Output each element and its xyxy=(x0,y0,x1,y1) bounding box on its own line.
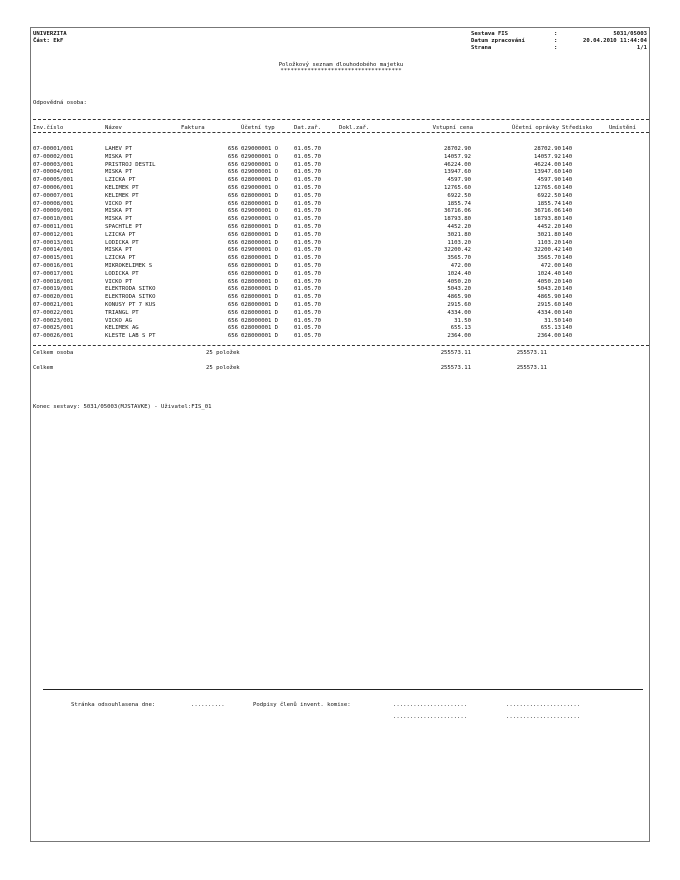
total-depreciation: 255573.11 xyxy=(516,365,547,371)
cell-account-type: 029000001 O xyxy=(241,153,279,160)
cell-name: LZICKA PT xyxy=(105,255,136,262)
cell-depreciation: 2915.60 xyxy=(537,302,561,308)
table-row xyxy=(31,201,651,207)
cell-name: LODICKA PT xyxy=(105,239,139,246)
cell-inv-number: 07-00002/001 xyxy=(33,153,74,160)
cell-name: VICKO PT xyxy=(105,278,132,285)
cell-date: 01.05.70 xyxy=(294,247,321,254)
cell-price: 3565.70 xyxy=(447,255,471,262)
cell-price: 14057.92 xyxy=(444,153,471,160)
cell-inv-number: 07-00011/001 xyxy=(33,224,74,230)
cell-date: 01.05.70 xyxy=(294,294,321,301)
cell-invoice: 656 xyxy=(227,153,238,160)
cell-price: 4334.00 xyxy=(447,309,471,316)
table-row xyxy=(31,169,651,175)
cell-price: 12765.60 xyxy=(444,185,471,191)
cell-name: LAHEV PT xyxy=(105,146,132,152)
total-depreciation: 255573.11 xyxy=(516,350,547,356)
cell-invoice: 656 xyxy=(227,309,238,316)
cell-name: KELIMEK AG xyxy=(105,325,139,332)
signature-line-1: ...................... xyxy=(393,702,468,708)
cell-invoice: 656 xyxy=(227,270,238,277)
cell-center: 140 xyxy=(562,231,573,238)
cell-account-type: 029000001 O xyxy=(241,247,279,254)
report-page xyxy=(30,27,650,842)
cell-date: 01.05.70 xyxy=(294,185,321,191)
cell-price: 13947.60 xyxy=(444,169,471,176)
cell-price: 6922.50 xyxy=(447,192,471,199)
signature-line-3: ...................... xyxy=(393,714,468,720)
cell-date: 01.05.70 xyxy=(294,255,321,262)
cell-center: 140 xyxy=(562,255,573,262)
cell-account-type: 028000001 D xyxy=(241,231,279,238)
table-row xyxy=(31,185,651,191)
cell-invoice: 656 xyxy=(227,177,238,184)
cell-invoice: 656 xyxy=(227,278,238,285)
cell-price: 18793.80 xyxy=(444,216,471,223)
cell-name: MISKA PT xyxy=(105,216,132,223)
cell-inv-number: 07-00025/001 xyxy=(33,325,74,332)
total-label: Celkem osoba xyxy=(33,350,74,356)
cell-price: 5043.20 xyxy=(447,286,471,293)
cell-price: 31.50 xyxy=(454,317,471,324)
cell-invoice: 656 xyxy=(227,255,238,262)
cell-price: 28702.90 xyxy=(444,146,471,152)
total-price: 255573.11 xyxy=(440,350,471,356)
cell-date: 01.05.70 xyxy=(294,239,321,246)
cell-account-type: 028000001 D xyxy=(241,177,279,184)
column-header: Středisko xyxy=(562,125,593,131)
report-end-line: Konec sestavy: 5031/05003(MJSTAVKE) - Uživatel:FIS_01 xyxy=(33,404,212,410)
cell-inv-number: 07-00006/001 xyxy=(33,185,74,191)
cell-inv-number: 07-00017/001 xyxy=(33,270,74,277)
cell-depreciation: 3021.80 xyxy=(537,231,561,238)
signature-divider xyxy=(43,689,643,690)
cell-depreciation: 5043.20 xyxy=(537,286,561,293)
report-title-underline: ************************************ xyxy=(280,68,402,74)
cell-center: 140 xyxy=(562,302,573,308)
meta-label: Strana xyxy=(471,45,492,51)
cell-center: 140 xyxy=(562,224,573,230)
cell-depreciation: 46224.00 xyxy=(534,161,561,168)
table-row xyxy=(31,325,651,331)
meta-separator: : xyxy=(554,31,558,37)
meta-separator: : xyxy=(554,38,558,44)
cell-depreciation: 1024.40 xyxy=(537,270,561,277)
cell-invoice: 656 xyxy=(227,192,238,199)
cell-account-type: 029000001 O xyxy=(241,208,279,215)
table-row xyxy=(31,224,651,230)
cell-depreciation: 4865.90 xyxy=(537,294,561,301)
cell-center: 140 xyxy=(562,317,573,324)
cell-date: 01.05.70 xyxy=(294,177,321,184)
cell-account-type: 028000001 D xyxy=(241,317,279,324)
cell-center: 140 xyxy=(562,270,573,277)
cell-name: KLESTE LAB S PT xyxy=(105,333,156,340)
cell-price: 4597.90 xyxy=(447,177,471,184)
cell-date: 01.05.70 xyxy=(294,216,321,223)
cell-depreciation: 12765.60 xyxy=(534,185,561,191)
cell-center: 140 xyxy=(562,333,573,340)
cell-depreciation: 4597.90 xyxy=(537,177,561,184)
cell-name: KONUSY PT 7 KUS xyxy=(105,302,156,308)
cell-invoice: 656 xyxy=(227,239,238,246)
cell-name: MISKA PT xyxy=(105,247,132,254)
cell-date: 01.05.70 xyxy=(294,325,321,332)
cell-date: 01.05.70 xyxy=(294,263,321,269)
cell-account-type: 029000001 O xyxy=(241,216,279,223)
cell-invoice: 656 xyxy=(227,231,238,238)
cell-account-type: 028000001 D xyxy=(241,302,279,308)
cell-invoice: 656 xyxy=(227,286,238,293)
cell-name: TRIANGL PT xyxy=(105,309,139,316)
cell-name: MISKA PT xyxy=(105,208,132,215)
cell-depreciation: 1855.74 xyxy=(537,200,561,207)
totals-rule xyxy=(33,345,649,346)
cell-price: 2364.00 xyxy=(447,333,471,340)
table-row xyxy=(31,154,651,160)
cell-inv-number: 07-00019/001 xyxy=(33,286,74,293)
cell-inv-number: 07-00020/001 xyxy=(33,294,74,301)
cell-center: 140 xyxy=(562,200,573,207)
cell-name: MISKA PT xyxy=(105,169,132,176)
cell-depreciation: 4050.20 xyxy=(537,278,561,285)
cell-center: 140 xyxy=(562,185,573,191)
column-header: Dokl.zař. xyxy=(339,125,370,131)
cell-name: MISKA PT xyxy=(105,153,132,160)
cell-invoice: 656 xyxy=(227,216,238,223)
cell-center: 140 xyxy=(562,177,573,184)
cell-inv-number: 07-00015/001 xyxy=(33,255,74,262)
cell-inv-number: 07-00003/001 xyxy=(33,161,74,168)
cell-price: 4865.90 xyxy=(447,294,471,301)
column-header: Inv.číslo xyxy=(33,125,64,131)
table-row xyxy=(31,177,651,183)
cell-depreciation: 2364.00 xyxy=(537,333,561,340)
cell-account-type: 028000001 D xyxy=(241,270,279,277)
cell-name: LODICKA PT xyxy=(105,270,139,277)
cell-depreciation: 655.13 xyxy=(540,325,561,332)
meta-value: 20.04.2010 11:44:04 xyxy=(583,38,647,44)
cell-account-type: 028000001 D xyxy=(241,309,279,316)
cell-date: 01.05.70 xyxy=(294,231,321,238)
cell-center: 140 xyxy=(562,286,573,293)
table-row xyxy=(31,286,651,292)
cell-name: KELIMEK PT xyxy=(105,192,139,199)
column-header: Umístění xyxy=(609,125,636,131)
cell-invoice: 656 xyxy=(227,333,238,340)
table-row xyxy=(31,208,651,214)
cell-invoice: 656 xyxy=(227,200,238,207)
cell-price: 2915.60 xyxy=(447,302,471,308)
cell-date: 01.05.70 xyxy=(294,146,321,152)
cell-center: 140 xyxy=(562,192,573,199)
page-agreed-label: Stránka odsouhlasena dne: xyxy=(71,702,156,708)
meta-label: Datum zpracování xyxy=(471,38,525,44)
commission-signatures-label: Podpisy členů invent. komise: xyxy=(253,702,351,708)
cell-account-type: 028000001 D xyxy=(241,286,279,293)
cell-name: ELEKTRODA SITKO xyxy=(105,294,156,301)
cell-invoice: 656 xyxy=(227,317,238,324)
cell-account-type: 028000001 D xyxy=(241,294,279,301)
cell-inv-number: 07-00021/001 xyxy=(33,302,74,308)
cell-depreciation: 6922.50 xyxy=(537,192,561,199)
cell-center: 140 xyxy=(562,294,573,301)
cell-depreciation: 32200.42 xyxy=(534,247,561,254)
cell-depreciation: 31.50 xyxy=(544,317,561,324)
org-unit: Část: EkF xyxy=(33,38,64,44)
signature-line-4: ...................... xyxy=(506,714,581,720)
cell-depreciation: 18793.80 xyxy=(534,216,561,223)
cell-date: 01.05.70 xyxy=(294,270,321,277)
cell-invoice: 656 xyxy=(227,161,238,168)
table-row xyxy=(31,162,651,168)
cell-depreciation: 13947.60 xyxy=(534,169,561,176)
column-header: Dat.zař. xyxy=(294,125,321,131)
total-count: 25 položek xyxy=(206,350,240,356)
column-header: Účetní oprávky xyxy=(511,125,559,131)
cell-price: 1024.40 xyxy=(447,270,471,277)
cell-depreciation: 4452.20 xyxy=(537,224,561,230)
table-row xyxy=(31,271,651,277)
cell-account-type: 028000001 D xyxy=(241,200,279,207)
cell-inv-number: 07-00023/001 xyxy=(33,317,74,324)
cell-inv-number: 07-00014/001 xyxy=(33,247,74,254)
table-row xyxy=(31,216,651,222)
responsible-person-label: Odpovědná osoba: xyxy=(33,100,87,106)
cell-center: 140 xyxy=(562,146,573,152)
table-row xyxy=(31,333,651,339)
cell-name: LZICKA PT xyxy=(105,177,136,184)
cell-account-type: 028000001 D xyxy=(241,333,279,340)
cell-invoice: 656 xyxy=(227,247,238,254)
cell-invoice: 656 xyxy=(227,224,238,230)
meta-separator: : xyxy=(554,45,558,51)
cell-name: MIKROKELIMEK S xyxy=(105,263,153,269)
table-row xyxy=(31,193,651,199)
cell-date: 01.05.70 xyxy=(294,200,321,207)
cell-date: 01.05.70 xyxy=(294,317,321,324)
cell-price: 1103.20 xyxy=(447,239,471,246)
signature-line-2: ...................... xyxy=(506,702,581,708)
table-row xyxy=(31,279,651,285)
meta-label: Sestava FIS xyxy=(471,31,509,37)
cell-center: 140 xyxy=(562,239,573,246)
cell-center: 140 xyxy=(562,153,573,160)
cell-inv-number: 07-00005/001 xyxy=(33,177,74,184)
meta-value: 1/1 xyxy=(636,45,647,51)
table-row xyxy=(31,247,651,253)
cell-date: 01.05.70 xyxy=(294,192,321,199)
cell-invoice: 656 xyxy=(227,185,238,191)
cell-center: 140 xyxy=(562,263,573,269)
cell-center: 140 xyxy=(562,208,573,215)
cell-name: KELIMEK PT xyxy=(105,185,139,191)
cell-inv-number: 07-00004/001 xyxy=(33,169,74,176)
cell-depreciation: 1103.20 xyxy=(537,239,561,246)
cell-account-type: 028000001 D xyxy=(241,224,279,230)
cell-inv-number: 07-00022/001 xyxy=(33,309,74,316)
cell-price: 36716.06 xyxy=(444,208,471,215)
table-row xyxy=(31,294,651,300)
cell-invoice: 656 xyxy=(227,302,238,308)
cell-name: ELEKTRODA SITKO xyxy=(105,286,156,293)
cell-invoice: 656 xyxy=(227,294,238,301)
org-name: UNIVERZITA xyxy=(33,31,67,37)
table-row xyxy=(31,232,651,238)
cell-depreciation: 14057.92 xyxy=(534,153,561,160)
cell-date: 01.05.70 xyxy=(294,169,321,176)
cell-date: 01.05.70 xyxy=(294,208,321,215)
cell-date: 01.05.70 xyxy=(294,161,321,168)
cell-date: 01.05.70 xyxy=(294,153,321,160)
cell-invoice: 656 xyxy=(227,263,238,269)
column-header: Faktura xyxy=(181,125,205,131)
cell-inv-number: 07-00010/001 xyxy=(33,216,74,223)
table-row xyxy=(31,146,651,152)
cell-center: 140 xyxy=(562,278,573,285)
cell-price: 1855.74 xyxy=(447,200,471,207)
table-row xyxy=(31,255,651,261)
table-row xyxy=(31,263,651,269)
cell-date: 01.05.70 xyxy=(294,309,321,316)
cell-account-type: 029000001 O xyxy=(241,169,279,176)
table-row xyxy=(31,240,651,246)
cell-account-type: 028000001 D xyxy=(241,325,279,332)
header-rule-top xyxy=(33,119,649,120)
cell-name: VICKO PT xyxy=(105,200,132,207)
cell-center: 140 xyxy=(562,216,573,223)
cell-price: 3021.80 xyxy=(447,231,471,238)
cell-price: 4050.20 xyxy=(447,278,471,285)
total-label: Celkem xyxy=(33,365,54,371)
cell-center: 140 xyxy=(562,169,573,176)
column-header: Název xyxy=(105,125,122,131)
cell-account-type: 029000001 O xyxy=(241,146,279,152)
page-agreed-dots: .......... xyxy=(191,702,225,708)
cell-price: 46224.00 xyxy=(444,161,471,168)
column-header: Vstupní cena xyxy=(432,125,473,131)
cell-depreciation: 3565.70 xyxy=(537,255,561,262)
table-row xyxy=(31,310,651,316)
cell-account-type: 028000001 D xyxy=(241,263,279,269)
cell-account-type: 029000001 O xyxy=(241,185,279,191)
column-header: Účetní typ xyxy=(241,125,275,131)
cell-account-type: 028000001 D xyxy=(241,255,279,262)
cell-name: LZICKA PT xyxy=(105,231,136,238)
cell-date: 01.05.70 xyxy=(294,333,321,340)
cell-inv-number: 07-00026/001 xyxy=(33,333,74,340)
cell-depreciation: 4334.00 xyxy=(537,309,561,316)
cell-depreciation: 28702.90 xyxy=(534,146,561,152)
cell-inv-number: 07-00013/001 xyxy=(33,239,74,246)
header-rule-bottom xyxy=(33,132,649,133)
total-price: 255573.11 xyxy=(440,365,471,371)
cell-invoice: 656 xyxy=(227,325,238,332)
cell-center: 140 xyxy=(562,247,573,254)
cell-depreciation: 36716.06 xyxy=(534,208,561,215)
cell-price: 655.13 xyxy=(450,325,471,332)
cell-date: 01.05.70 xyxy=(294,286,321,293)
cell-price: 472.00 xyxy=(450,263,471,269)
cell-invoice: 656 xyxy=(227,146,238,152)
cell-invoice: 656 xyxy=(227,208,238,215)
cell-inv-number: 07-00008/001 xyxy=(33,200,74,207)
cell-account-type: 029000001 O xyxy=(241,161,279,168)
cell-date: 01.05.70 xyxy=(294,302,321,308)
cell-inv-number: 07-00018/001 xyxy=(33,278,74,285)
cell-account-type: 028000001 D xyxy=(241,239,279,246)
table-row xyxy=(31,318,651,324)
cell-inv-number: 07-00009/001 xyxy=(33,208,74,215)
cell-center: 140 xyxy=(562,325,573,332)
cell-inv-number: 07-00012/001 xyxy=(33,231,74,238)
cell-account-type: 028000001 D xyxy=(241,278,279,285)
total-count: 25 položek xyxy=(206,365,240,371)
cell-inv-number: 07-00016/001 xyxy=(33,263,74,269)
cell-name: SPACHTLE PT xyxy=(105,224,143,230)
meta-value: 5031/05003 xyxy=(613,31,647,37)
cell-depreciation: 472.00 xyxy=(540,263,561,269)
cell-price: 4452.20 xyxy=(447,224,471,230)
cell-date: 01.05.70 xyxy=(294,278,321,285)
cell-name: PRISTROJ DESTIL xyxy=(105,161,156,168)
cell-center: 140 xyxy=(562,161,573,168)
cell-invoice: 656 xyxy=(227,169,238,176)
cell-inv-number: 07-00001/001 xyxy=(33,146,74,152)
table-row xyxy=(31,302,651,308)
cell-center: 140 xyxy=(562,309,573,316)
cell-price: 32200.42 xyxy=(444,247,471,254)
cell-inv-number: 07-00007/001 xyxy=(33,192,74,199)
cell-name: VICKO AG xyxy=(105,317,132,324)
cell-date: 01.05.70 xyxy=(294,224,321,230)
report-title: Položkový seznam dlouhodobého majetku xyxy=(278,62,404,68)
cell-account-type: 028000001 D xyxy=(241,192,279,199)
